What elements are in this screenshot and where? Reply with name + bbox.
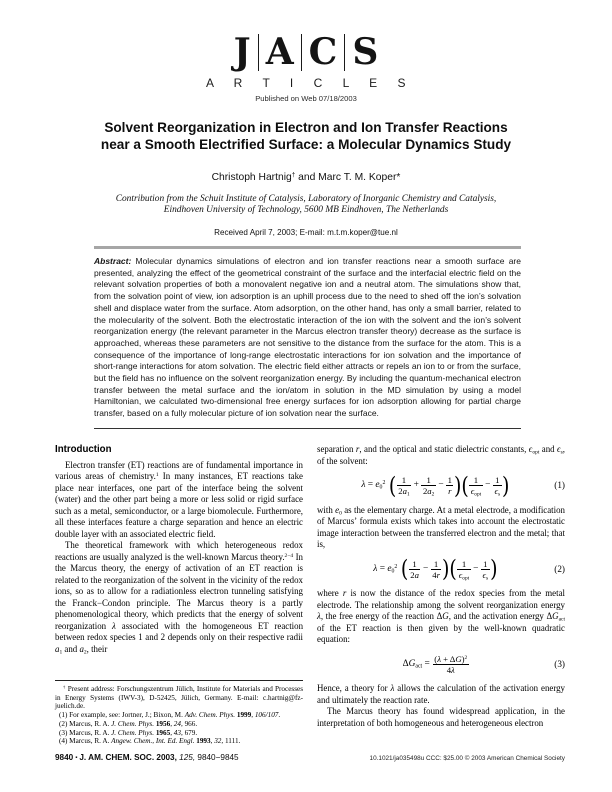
fraction: $\frac{1}{\epsilon_{opt}}$ <box>470 475 482 498</box>
received-line: Received April 7, 2003; E-mail: m.t.m.koper@tue.nl <box>214 228 398 237</box>
fraction: $\frac{1}{r}$ <box>447 475 452 497</box>
authors-line: Christoph Hartnig† and Marc T. M. Koper* <box>211 171 401 183</box>
body-columns <box>55 444 565 746</box>
logo-letter-s: S <box>352 31 379 73</box>
square-bullet-icon: ▪ <box>75 755 78 761</box>
equation-number: (3) <box>554 658 565 669</box>
paragraph: Hence, a theory for λ allows the calculation of the activation energy and ultimately the reaction rate. <box>317 683 565 705</box>
paragraph: with $e_0$ as the elementary charge. At a metal electrode, a modification of Marcus’ formula exists which takes into account the electrostatic image interaction between the transferred electron and the metal; that is, <box>317 504 565 550</box>
right-column <box>317 444 565 746</box>
reference-3: (3) Marcus, R. A. J. Chem. Phys. 1965, 43, 679. <box>59 728 198 737</box>
abstract-label: Abstract: <box>94 256 132 266</box>
page-number: 9840 <box>55 753 74 762</box>
abstract-text <box>94 256 521 420</box>
page-range: 9840−9845 <box>197 753 239 762</box>
affiliation-line: Contribution from the Schuit Institute of Catalysis, Laboratory of Inorganic Chemistry and Catalysis, Eindhoven University of Technology, 5600 MB Eindhoven, The Netherlands <box>115 194 497 216</box>
published-date: Published on Web 07/18/2003 <box>255 93 357 103</box>
equation-lhs: $\Delta G_{act}$ = <box>402 658 430 670</box>
logo-letter-c: C <box>302 34 346 71</box>
abstract-block <box>94 246 521 429</box>
journal-citation: J. AM. CHEM. SOC. 2003, <box>79 753 177 762</box>
page-footer-left <box>55 753 239 762</box>
reference-4: (4) Marcus, R. A. Angew. Chem., Int. Ed. Engl. 1993, 32, 1111. <box>59 737 241 746</box>
paragraph: separation r, and the optical and static dielectric constants, $\epsilon_{opt}$ and $\epsilon_s$, of the solvent: <box>317 444 565 466</box>
equation-1: $\lambda = e_0^2$ ( $\frac{1}{2a_1}$ + $\frac{1}{2a_2}$ − $\frac{1}{r}$ )( $\frac{1}{\epsilon_{opt}}$ − $\frac{1}{\epsilon_s}$ ) (1) <box>361 472 565 500</box>
footnote-separator <box>55 680 303 681</box>
paragraph: where r is now the distance of the redox species from the metal electrode. The relationship among the solvent reorganization energy λ, the free energy of the reaction ΔG, and the activation energy $\Delta G_{act}$ of the ET reaction is then given by the well-known quadratic equation: <box>317 588 566 645</box>
paragraph: The theoretical framework with which heterogeneous redox reactions are usually analyzed is the well-known Marcus theory.$^{2-4}$ In the Marcus theory, the energy of activation of an ET reaction is related to the reorganization of the solvent in the vicinity of the redox ions, so as to allow for a radiationless electron tunneling satisfying the Franck−Condon principle. The Marcus theory is a partly phenomenological theory, which predicts that the energy of solvent reorganization λ associated with the homogeneous ET reaction between redox species 1 and 2 depends only on their respective radii $a_1$ and $a_2$, their <box>55 540 304 655</box>
section-label: A R T I C L E S <box>206 75 414 90</box>
abstract-body: Molecular dynamics simulations of electron and ion transfer reactions near a smooth surface are presented, analyzing the effect of the geometrical constraint of the surface and the interfacial electric field on the relevant solvation properties of both a monovalent negative ion and a neutral atom. The simulations show that, from the solvation point of view, ion adsorption is an uphill process due to the need to shed off the ion’s solvation shell and displace water from the surface. Atom adsorption, on the other hand, has only a small barrier, related to the molecularity of the solvent. Both the electrostatic interaction of the ion with the solvent and the ion’s solvent reorganization energy (the relevant parameter in the Marcus electron transfer theory) decrease as the surface is approached, whereas these parameters are not sensitive to the distance from the surface for the atom. This is a consequence of the importance of long-range electrostatic interactions for ion solvation and the importance of short-range interactions for atom solvation. The electric field either attracts or repels an ion to or from the surface, but the field has no influence on the solvent reorganization energy. By including the quantum-mechanical electron transfer between the metal surface and the ion/atom in solution in the MD simulation by using a model Hamiltonian, we calculated two-dimensional free energy surfaces for ion adsorption allowing for partial charge transfer, based on a fully molecular picture of ion solvation near the surface. <box>94 256 521 419</box>
paragraph: Electron transfer (ET) reactions are of fundamental importance in various areas of chemistry.$^1$ In many instances, ET reactions take place near interfaces, one part of the interface being the solvent (water) and the other part being a more or less solid or rigid surface such as a metal, semiconductor, or a large biomolecule. Furthermore, all these interfaces feature a charge separation and hence an electric double layer with an associated electric field. <box>55 459 303 539</box>
equation-number: (1) <box>554 480 565 491</box>
logo-letter-j: J <box>227 34 259 71</box>
page-footer-right: 10.1021/ja035498u CCC: $25.00 © 2003 American Chemical Society <box>369 755 565 762</box>
abstract-top-rule <box>94 246 521 249</box>
equation-2: $\lambda = e_0^2$ ( $\frac{1}{2a}$ − $\frac{1}{4r}$ )( $\frac{1}{\epsilon_{opt}}$ − $\frac{1}{\epsilon_s}$ ) (2) <box>373 555 565 584</box>
fraction: $\frac{1}{\epsilon_s}$ <box>482 558 489 582</box>
fraction: $\frac{1}{\epsilon_{opt}}$ <box>458 558 470 582</box>
fraction: $\frac{1}{2a_2}$ <box>422 475 435 498</box>
journal-masthead <box>0 31 612 103</box>
fraction: $\frac{1}{\epsilon_s}$ <box>494 475 501 498</box>
jacs-logo <box>227 31 386 73</box>
present-address-footnote: † Present address: Forschungszentrum Jülich, Institute for Materials and Processes in Energy Systems (IWV-3), D-52425, Jülich, Germany. E-mail: c.hartnig@fz-juelich.de. <box>55 684 303 711</box>
left-column <box>55 444 303 746</box>
equation-3 <box>317 654 565 676</box>
paragraph: The Marcus theory has found widespread application, in the interpretation of both homogeneous and heterogeneous electron <box>317 706 565 728</box>
footnotes-block <box>55 680 303 746</box>
introduction-heading: Introduction <box>55 444 112 455</box>
abstract-bottom-rule <box>94 428 521 429</box>
fraction: $\frac{1}{4r}$ <box>432 558 440 580</box>
fraction: $\frac{1}{2a}$ <box>410 558 419 580</box>
volume-number: 125, <box>179 753 196 762</box>
equation-lhs: $\lambda = e_0^2$ <box>373 563 398 574</box>
reference-2: (2) Marcus, R. A. J. Chem. Phys. 1956, 24, 966. <box>59 719 198 728</box>
equation-lhs: $\lambda = e_0^2$ <box>361 479 386 491</box>
equation-number: (2) <box>554 563 565 574</box>
reference-1: (1) For example, see: Jortner, J.; Bixon, M. Adv. Chem. Phys. 1999, 106/107. <box>59 711 281 720</box>
fraction: $\frac{1}{2a_1}$ <box>398 475 410 498</box>
article-title: Solvent Reorganization in Electron and Ion Transfer Reactions near a Smooth Electrified Surface: a Molecular Dynamics Study <box>100 120 512 153</box>
logo-letter-a: A <box>259 34 302 71</box>
fraction: $\frac{(\lambda + \Delta G)^2}{4\lambda}$ <box>434 653 468 675</box>
